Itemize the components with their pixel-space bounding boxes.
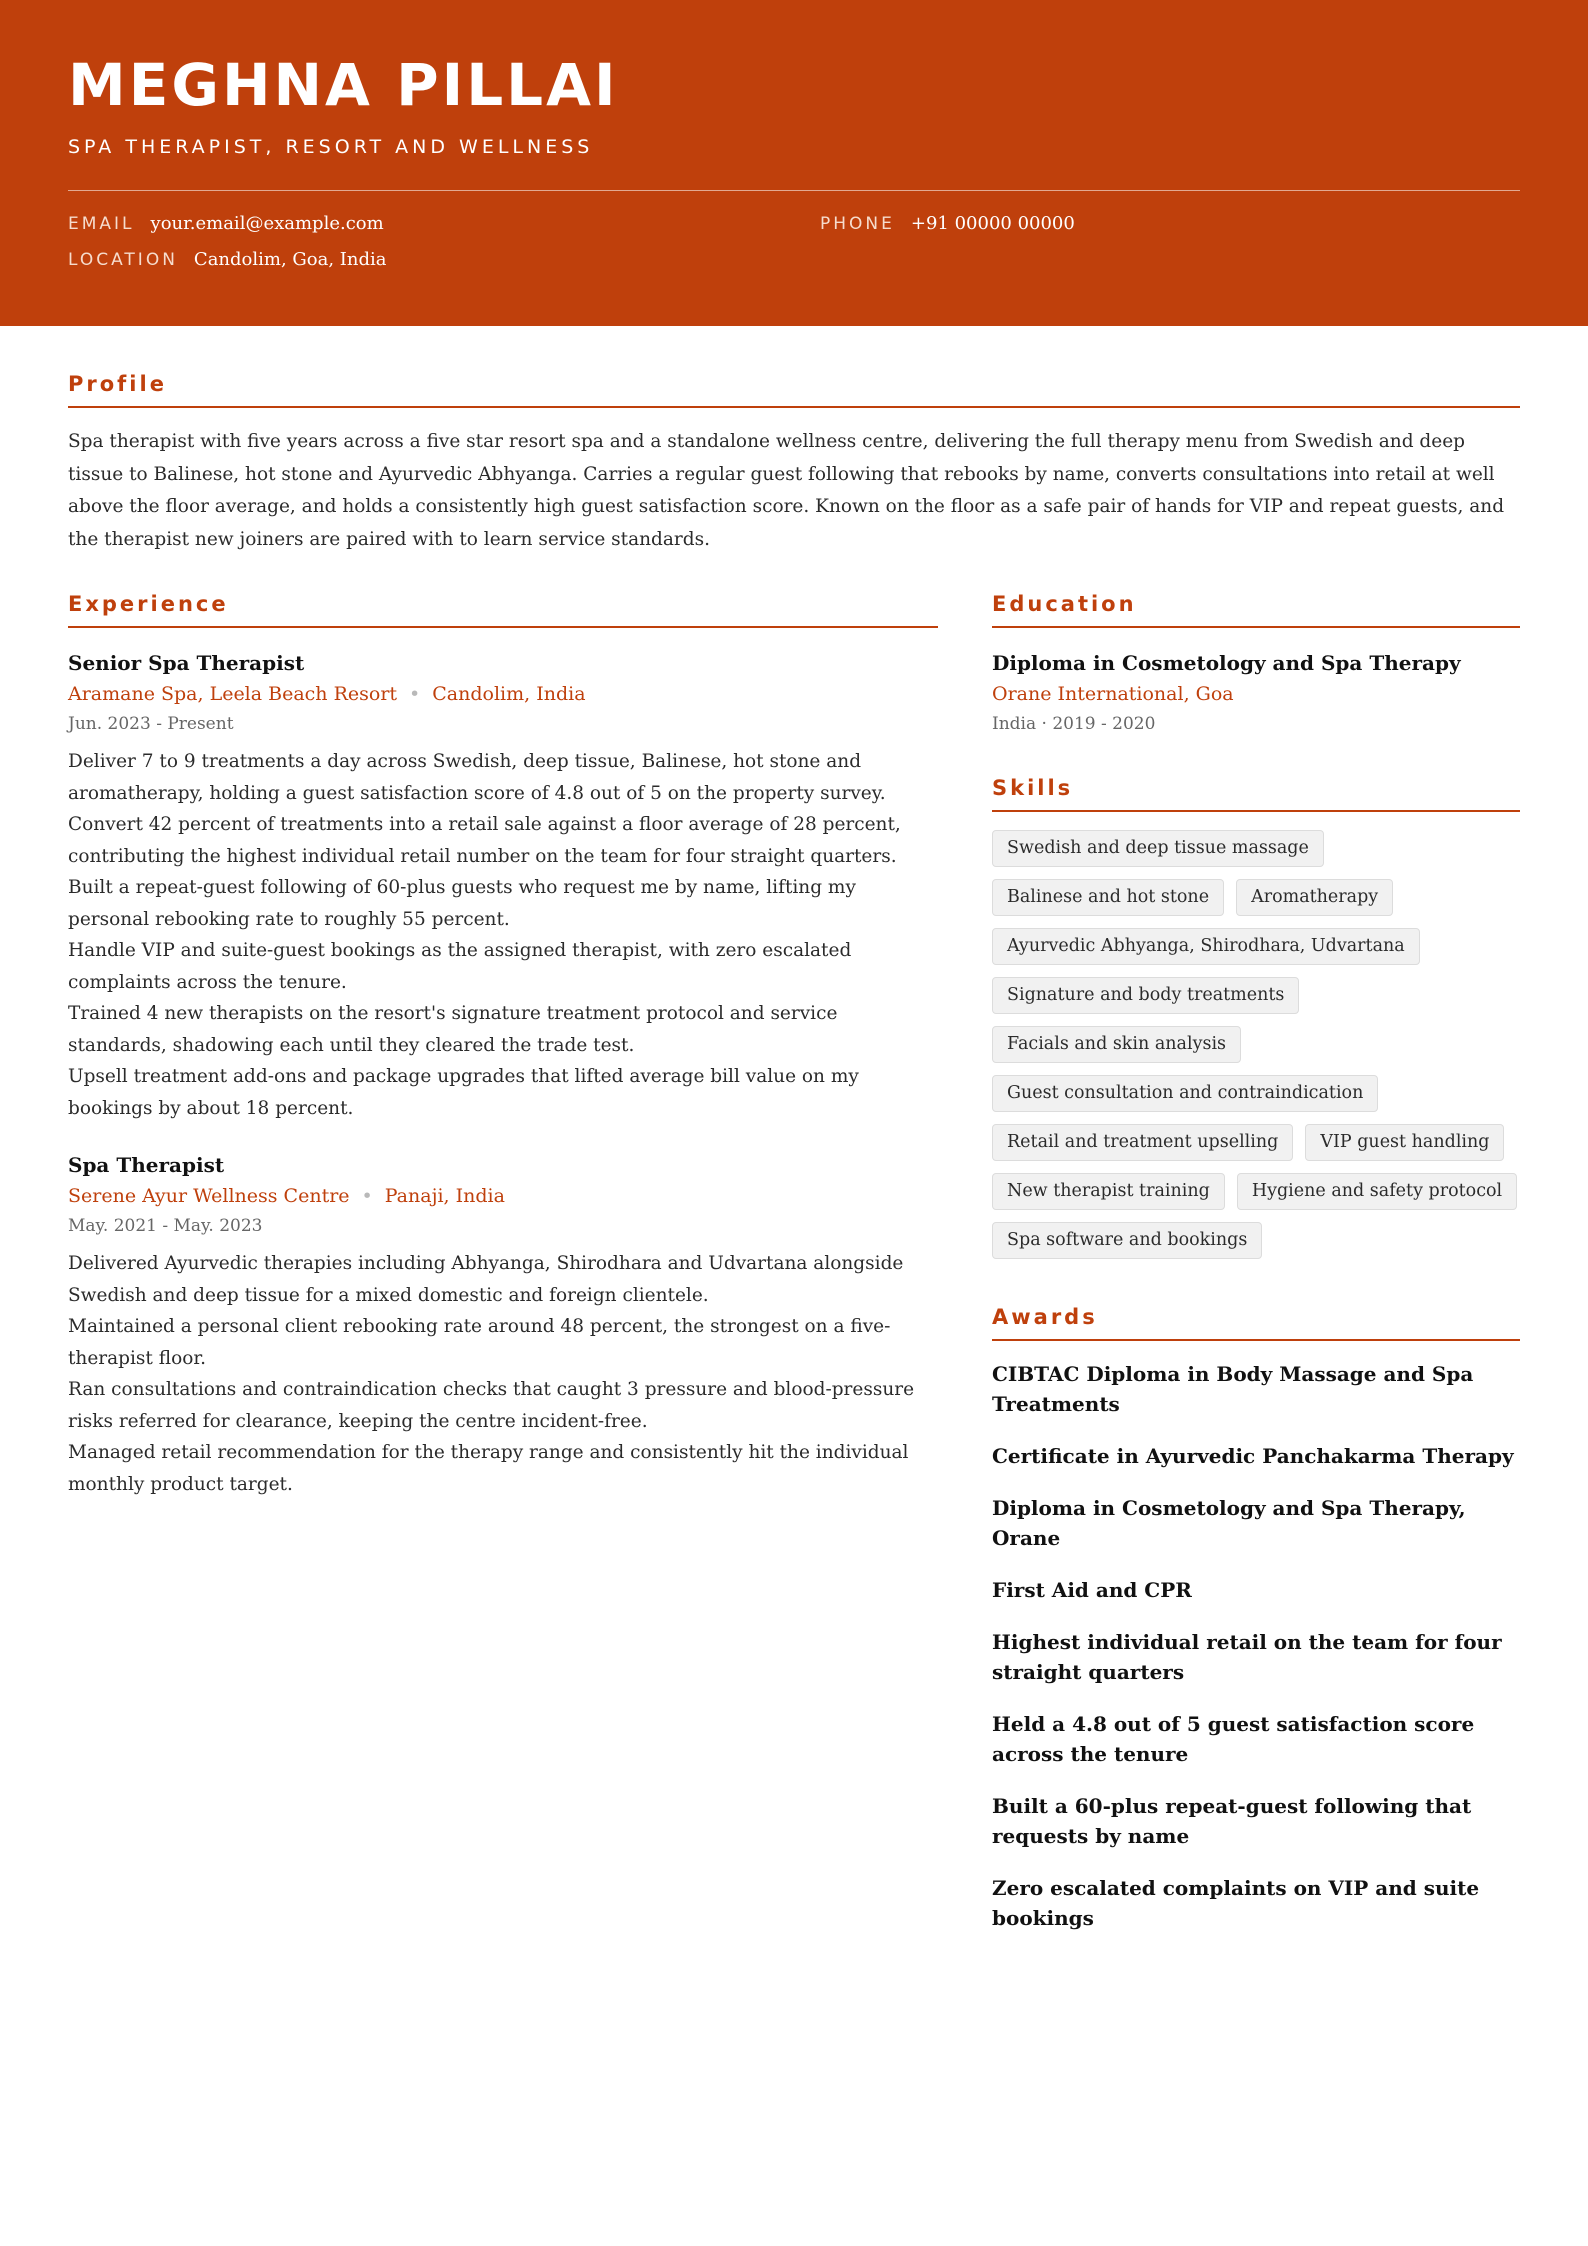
education-school: Orane International, Goa — [992, 683, 1234, 705]
experience-section — [68, 592, 938, 1500]
awards-list — [992, 1359, 1520, 1933]
job-bullet: Handle VIP and suite-guest bookings as the assigned therapist, with zero escalated complaints across the tenure. — [68, 940, 852, 993]
job-bullets — [68, 746, 938, 1124]
sidebar-column — [992, 592, 1520, 1955]
skill-tag: Ayurvedic Abhyanga, Shirodhara, Udvartana — [992, 928, 1420, 965]
contact-info — [68, 213, 1520, 293]
contact-phone — [820, 213, 1075, 234]
skill-tag: Guest consultation and contraindication — [992, 1075, 1378, 1112]
profile-heading: Profile — [68, 372, 1520, 408]
job-title: Senior Spa Therapist — [68, 651, 305, 675]
skill-tag: Swedish and deep tissue massage — [992, 830, 1324, 867]
skills-list — [992, 830, 1520, 1259]
skill-tag: New therapist training — [992, 1173, 1225, 1210]
skill-tag: Balinese and hot stone — [992, 879, 1224, 916]
resume-header — [0, 0, 1588, 326]
skill-tag: Spa software and bookings — [992, 1222, 1262, 1259]
header-divider — [68, 190, 1520, 191]
phone-value[interactable]: +91 00000 00000 — [910, 213, 1075, 234]
award-item: Held a 4.8 out of 5 guest satisfaction score across the tenure — [992, 1712, 1475, 1766]
job-entry — [68, 1150, 938, 1500]
job-entry — [68, 648, 938, 1124]
awards-heading: Awards — [992, 1305, 1520, 1341]
candidate-name: MEGHNA PILLAI — [68, 51, 619, 119]
resume-body — [0, 372, 1588, 1930]
education-meta: India · 2019 - 2020 — [992, 714, 1156, 734]
job-company: Aramane Spa, Leela Beach Resort — [68, 683, 398, 705]
skill-tag: Hygiene and safety protocol — [1237, 1173, 1517, 1210]
job-dates: Jun. 2023 - Present — [68, 714, 234, 734]
award-item: Highest individual retail on the team for four straight quarters — [992, 1630, 1502, 1684]
award-item: Certificate in Ayurvedic Panchakarma Therapy — [992, 1444, 1514, 1468]
location-value: Candolim, Goa, India — [193, 249, 387, 270]
job-location: Panaji, India — [384, 1185, 505, 1207]
skill-tag: Facials and skin analysis — [992, 1026, 1241, 1063]
job-dates: May. 2021 - May. 2023 — [68, 1216, 263, 1236]
award-item: Zero escalated complaints on VIP and suite bookings — [992, 1876, 1480, 1930]
email-label: EMAIL — [68, 214, 135, 234]
awards-section — [992, 1305, 1520, 1933]
job-title: Spa Therapist — [68, 1153, 225, 1177]
job-org — [68, 1180, 938, 1212]
job-bullet: Trained 4 new therapists on the resort's signature treatment protocol and service standards, shadowing each until they cleared the trade test. — [68, 1003, 838, 1056]
award-item: First Aid and CPR — [992, 1578, 1192, 1602]
job-org — [68, 678, 938, 710]
job-bullet: Built a repeat-guest following of 60-plus guests who request me by name, lifting my personal rebooking rate to roughly 55 percent. — [68, 877, 856, 930]
profile-summary: Spa therapist with five years across a five star resort spa and a standalone wellness centre, delivering the full therapy menu from Swedish and deep tissue to Balinese, hot stone and Ayurvedic Abhyanga. Carries a regular guest following that rebooks by name, converts consultations into retail at well above the floor average, and holds a consistently high guest satisfaction score. Known on the floor as a safe pair of hands for VIP and repeat guests, and the therapist new joiners are paired with to learn service standards. — [68, 431, 1505, 550]
job-bullet: Delivered Ayurvedic therapies including Abhyanga, Shirodhara and Udvartana alongside Swedish and deep tissue for a mixed domestic and foreign clientele. — [68, 1253, 904, 1306]
job-bullets — [68, 1248, 938, 1500]
job-bullet: Upsell treatment add-ons and package upgrades that lifted average bill value on my bookings by about 18 percent. — [68, 1066, 859, 1119]
education-section — [992, 592, 1520, 738]
job-bullet: Ran consultations and contraindication checks that caught 3 pressure and blood-pressure risks referred for clearance, keeping the centre incident-free. — [68, 1379, 915, 1432]
candidate-title: SPA THERAPIST, RESORT AND WELLNESS — [68, 136, 594, 158]
separator-dot-icon: • — [409, 683, 421, 705]
skill-tag: VIP guest handling — [1305, 1124, 1504, 1161]
award-item: Built a 60-plus repeat-guest following that requests by name — [992, 1794, 1472, 1848]
email-value[interactable]: your.email@example.com — [150, 213, 384, 234]
phone-label: PHONE — [820, 214, 895, 234]
skill-tag: Retail and treatment upselling — [992, 1124, 1293, 1161]
profile-section — [68, 372, 1520, 556]
job-company: Serene Ayur Wellness Centre — [68, 1185, 350, 1207]
skill-tag: Aromatherapy — [1236, 879, 1393, 916]
experience-heading: Experience — [68, 592, 938, 628]
education-heading: Education — [992, 592, 1520, 628]
location-label: LOCATION — [68, 250, 178, 270]
skills-section — [992, 776, 1520, 1259]
contact-location — [68, 249, 387, 270]
education-degree: Diploma in Cosmetology and Spa Therapy — [992, 651, 1461, 675]
skill-tag: Signature and body treatments — [992, 977, 1299, 1014]
job-bullet: Managed retail recommendation for the therapy range and consistently hit the individual monthly product target. — [68, 1442, 909, 1495]
award-item: CIBTAC Diploma in Body Massage and Spa Treatments — [992, 1362, 1474, 1416]
job-bullet: Convert 42 percent of treatments into a retail sale against a floor average of 28 percent, contributing the highest individual retail number on the team for four straight quarters. — [68, 814, 901, 867]
skills-heading: Skills — [992, 776, 1520, 812]
separator-dot-icon: • — [361, 1185, 373, 1207]
job-location: Candolim, India — [432, 683, 586, 705]
education-entry — [992, 648, 1520, 738]
job-bullet: Deliver 7 to 9 treatments a day across Swedish, deep tissue, Balinese, hot stone and aromatherapy, holding a guest satisfaction score of 4.8 out of 5 on the property survey. — [68, 751, 886, 804]
award-item: Diploma in Cosmetology and Spa Therapy, Orane — [992, 1496, 1466, 1550]
job-bullet: Maintained a personal client rebooking rate around 48 percent, the strongest on a five-therapist floor. — [68, 1316, 891, 1369]
contact-email — [68, 213, 384, 234]
